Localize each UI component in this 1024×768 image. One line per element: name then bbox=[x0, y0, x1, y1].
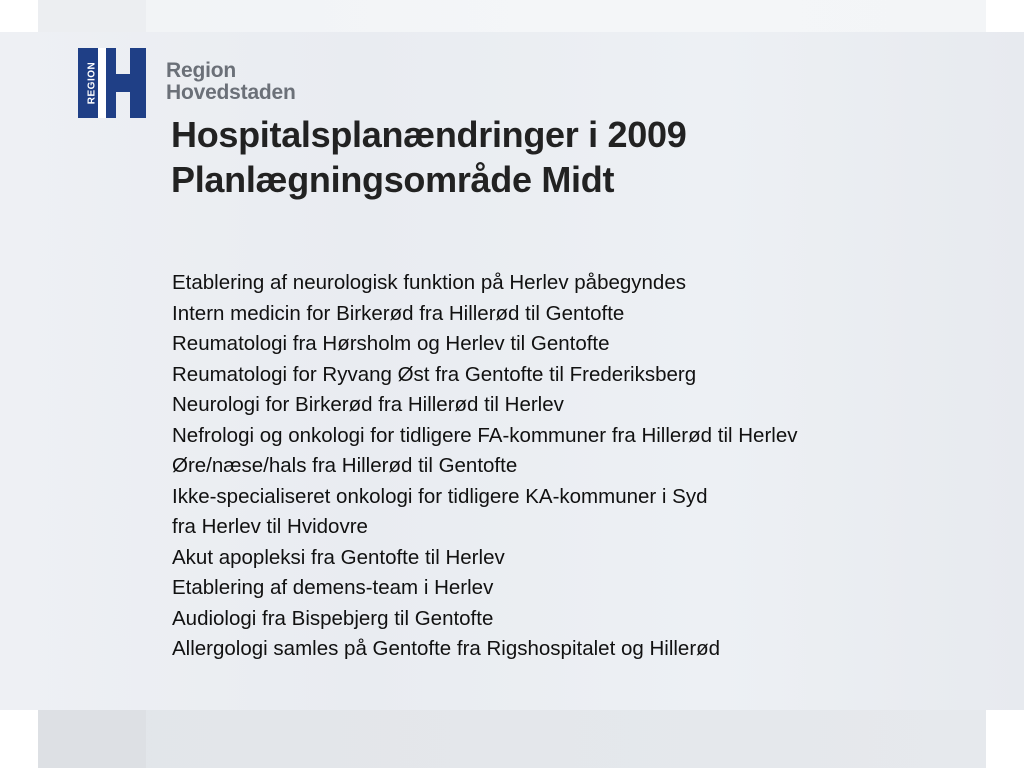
background-corner bbox=[0, 0, 38, 32]
title-line1: Hospitalsplanændringer i 2009 bbox=[171, 114, 687, 155]
list-item: Ikke-specialiseret onkologi for tidligere KA-kommuner i Syd bbox=[172, 484, 708, 508]
background-footer-band bbox=[38, 710, 986, 768]
list-item: Neurologi for Birkerød fra Hillerød til Herlev bbox=[172, 393, 564, 416]
list-item: Øre/næse/hals fra Hillerød til Gentofte bbox=[172, 454, 518, 477]
background-strip bbox=[38, 0, 146, 32]
list-item: Etablering af demens-team i Herlev bbox=[172, 576, 494, 599]
title-line2: Planlægningsområde Midt bbox=[171, 159, 615, 200]
region-hovedstaden-logo bbox=[78, 48, 318, 120]
background-panel bbox=[38, 0, 986, 32]
list-item: Nefrologi og onkologi for tidligere FA-kommuner fra Hillerød til Herlev bbox=[172, 423, 798, 447]
logo-wordmark bbox=[166, 60, 296, 104]
list-item: Allergologi samles på Gentofte fra Rigshospitalet og Hillerød bbox=[172, 637, 721, 660]
list-item: fra Herlev til Hvidovre bbox=[172, 515, 368, 538]
logo-word-line1: Region bbox=[166, 59, 236, 82]
change-list bbox=[172, 268, 992, 665]
background-corner bbox=[0, 710, 38, 768]
logo-word-line2: Hovedstaden bbox=[166, 81, 296, 104]
logo-mark-text: REGION bbox=[86, 61, 98, 105]
background-corner bbox=[986, 710, 1024, 768]
list-item: Akut apopleksi fra Gentofte til Herlev bbox=[172, 545, 505, 569]
background-footer-strip bbox=[38, 710, 146, 768]
list-item: Reumatologi fra Hørsholm og Herlev til Gentofte bbox=[172, 332, 610, 355]
list-item: Audiologi fra Bispebjerg til Gentofte bbox=[172, 606, 494, 630]
list-item: Etablering af neurologisk funktion på Herlev påbegyndes bbox=[172, 271, 686, 294]
slide-title bbox=[171, 112, 971, 202]
list-item: Intern medicin for Birkerød fra Hillerød til Gentofte bbox=[172, 301, 625, 325]
region-h-logo-icon bbox=[78, 48, 146, 118]
background-corner bbox=[986, 0, 1024, 32]
list-item: Reumatologi for Ryvang Øst fra Gentofte til Frederiksberg bbox=[172, 362, 697, 386]
